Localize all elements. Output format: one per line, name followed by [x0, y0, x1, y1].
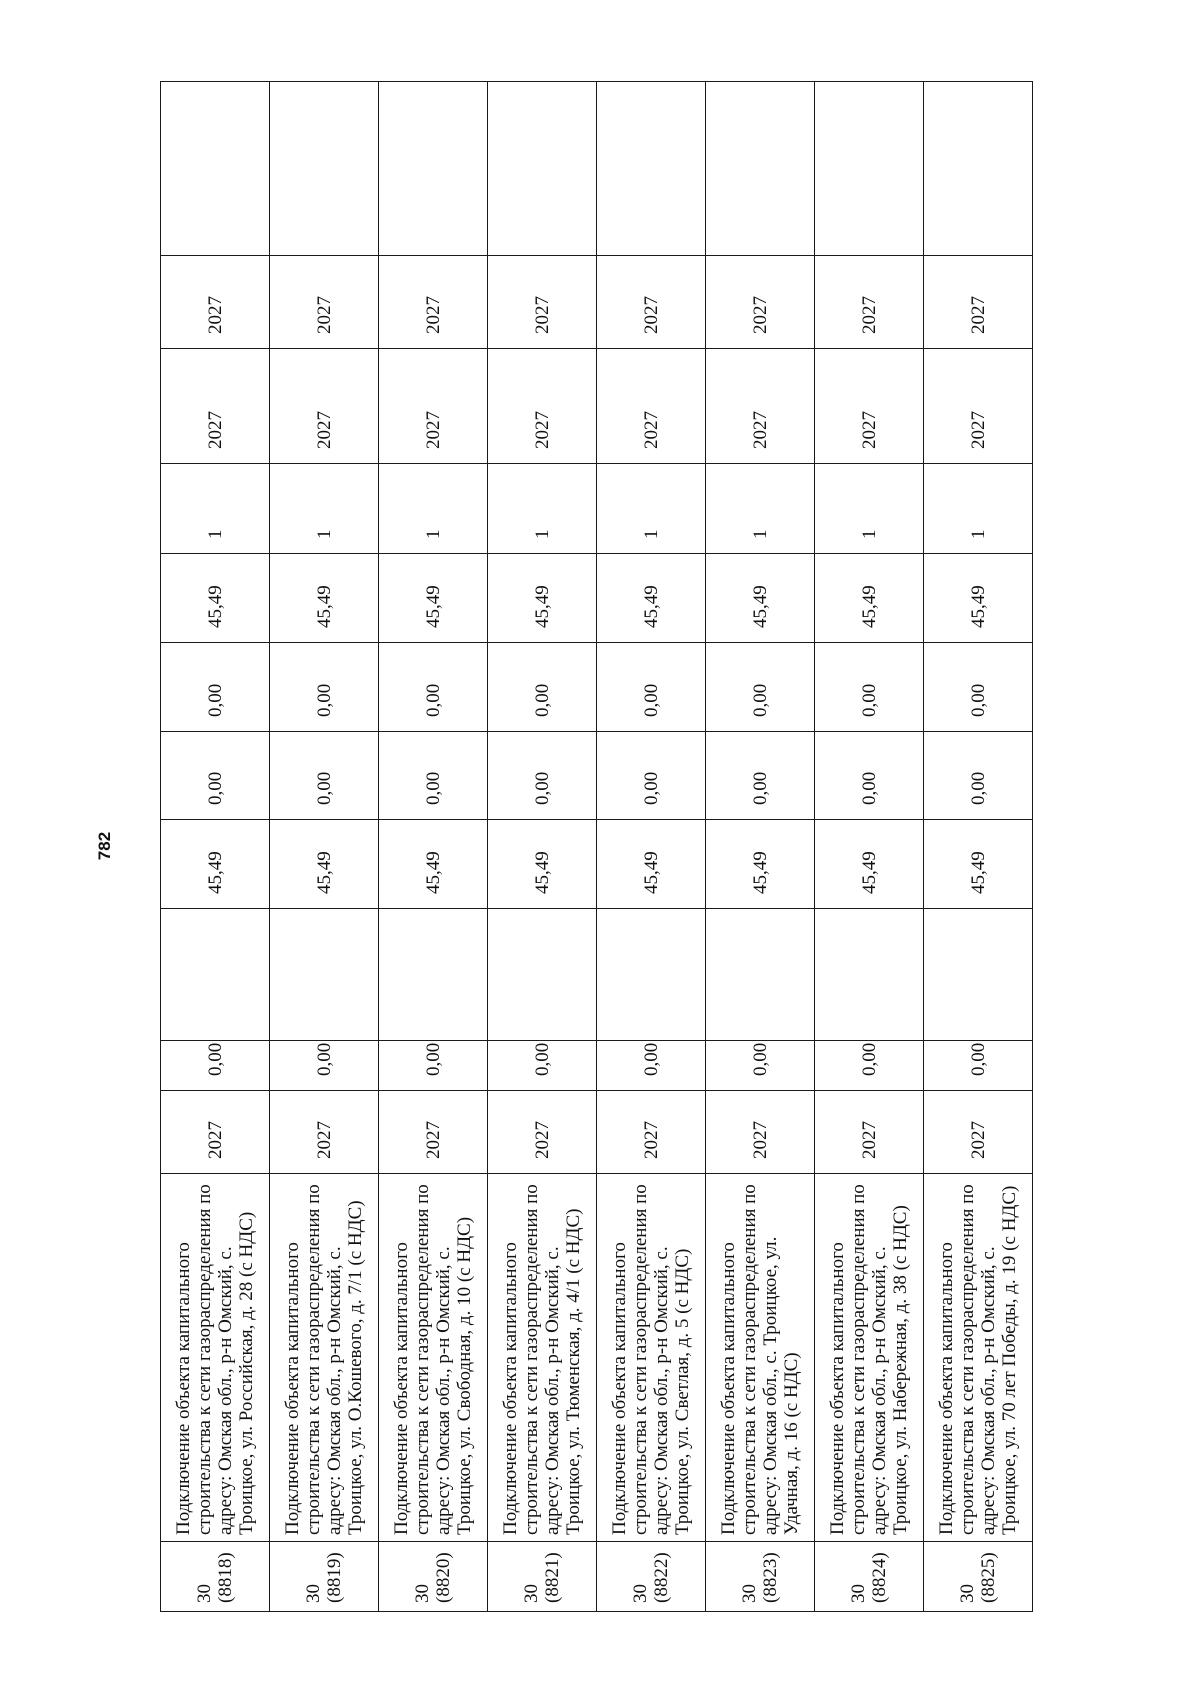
count-cell: 1 — [706, 464, 815, 554]
count-cell: 1 — [597, 464, 706, 554]
value-cell-3: 0,00 — [379, 732, 488, 820]
description-cell: Подключение объекта капитального строительства к сети газораспределения по адресу: Омская обл., с. Троицкое, ул. Удачная, д. 16 (с НДС) — [706, 1174, 815, 1542]
value-cell-2: 45,49 — [706, 820, 815, 909]
value-cell-4: 0,00 — [270, 643, 379, 732]
value-cell-1: 0,00 — [270, 1041, 379, 1091]
description-cell: Подключение объекта капитального строительства к сети газораспределения по адресу: Омская обл., р-н Омский, с. Троицкое, ул. Набережная, д. 38 (с НДС) — [815, 1174, 924, 1542]
value-cell-4: 0,00 — [706, 643, 815, 732]
count-cell: 1 — [924, 464, 1033, 554]
value-cell-3: 0,00 — [597, 732, 706, 820]
year-b-cell: 2027 — [706, 256, 815, 349]
value-cell-5: 45,49 — [270, 554, 379, 643]
description-cell: Подключение объекта капитального строительства к сети газораспределения по адресу: Омская обл., р-н Омский, с. Троицкое, ул. Российская, д. 28 (с НДС) — [161, 1174, 270, 1542]
year-start-cell: 2027 — [924, 1091, 1033, 1174]
row-number-cell: 30 (8821) — [488, 1542, 597, 1612]
year-b-cell: 2027 — [924, 256, 1033, 349]
value-cell-5: 45,49 — [924, 554, 1033, 643]
year-a-cell: 2027 — [379, 349, 488, 464]
year-a-cell: 2027 — [597, 349, 706, 464]
value-cell-4: 0,00 — [924, 643, 1033, 732]
empty-cell — [379, 82, 488, 256]
value-cell-4: 0,00 — [815, 643, 924, 732]
description-cell: Подключение объекта капитального строительства к сети газораспределения по адресу: Омская обл., р-н Омский, с. Троицкое, ул. Тюменская, д. 4/1 (с НДС) — [488, 1174, 597, 1542]
value-cell-1: 0,00 — [488, 1041, 597, 1091]
year-start-cell: 2027 — [815, 1091, 924, 1174]
value-cell-1: 0,00 — [161, 1041, 270, 1091]
year-start-cell: 2027 — [270, 1091, 379, 1174]
value-cell-2: 45,49 — [161, 820, 270, 909]
year-a-cell: 2027 — [161, 349, 270, 464]
value-cell-2: 45,49 — [379, 820, 488, 909]
empty-cell — [161, 82, 270, 256]
empty-cell — [706, 909, 815, 1041]
year-b-cell: 2027 — [270, 256, 379, 349]
description-cell: Подключение объекта капитального строительства к сети газораспределения по адресу: Омская обл., р-н Омский, с. Троицкое, ул. О.Кошевого, д. 7/1 (с НДС) — [270, 1174, 379, 1542]
row-number-cell: 30 (8822) — [597, 1542, 706, 1612]
empty-cell — [924, 909, 1033, 1041]
value-cell-2: 45,49 — [597, 820, 706, 909]
empty-cell — [270, 82, 379, 256]
count-cell: 1 — [270, 464, 379, 554]
count-cell: 1 — [488, 464, 597, 554]
table-row — [488, 82, 597, 1612]
count-cell: 1 — [161, 464, 270, 554]
table-row — [379, 82, 488, 1612]
empty-cell — [924, 82, 1033, 256]
value-cell-1: 0,00 — [379, 1041, 488, 1091]
value-cell-2: 45,49 — [270, 820, 379, 909]
year-a-cell: 2027 — [706, 349, 815, 464]
description-cell: Подключение объекта капитального строительства к сети газораспределения по адресу: Омская обл., р-н Омский, с. Троицкое, ул. Светлая, д. 5 (с НДС) — [597, 1174, 706, 1542]
value-cell-1: 0,00 — [706, 1041, 815, 1091]
row-number-cell: 30 (8820) — [379, 1542, 488, 1612]
value-cell-1: 0,00 — [924, 1041, 1033, 1091]
value-cell-3: 0,00 — [488, 732, 597, 820]
year-a-cell: 2027 — [488, 349, 597, 464]
year-b-cell: 2027 — [488, 256, 597, 349]
year-a-cell: 2027 — [270, 349, 379, 464]
value-cell-4: 0,00 — [161, 643, 270, 732]
year-b-cell: 2027 — [815, 256, 924, 349]
year-b-cell: 2027 — [161, 256, 270, 349]
table-row — [706, 82, 815, 1612]
value-cell-2: 45,49 — [815, 820, 924, 909]
empty-cell — [161, 909, 270, 1041]
year-start-cell: 2027 — [706, 1091, 815, 1174]
year-b-cell: 2027 — [379, 256, 488, 349]
year-start-cell: 2027 — [379, 1091, 488, 1174]
value-cell-4: 0,00 — [597, 643, 706, 732]
empty-cell — [270, 909, 379, 1041]
row-number-cell: 30 (8818) — [161, 1542, 270, 1612]
count-cell: 1 — [815, 464, 924, 554]
value-cell-2: 45,49 — [924, 820, 1033, 909]
table-row — [815, 82, 924, 1612]
investment-table — [160, 81, 1033, 1612]
empty-cell — [706, 82, 815, 256]
value-cell-4: 0,00 — [488, 643, 597, 732]
value-cell-3: 0,00 — [924, 732, 1033, 820]
table-row — [270, 82, 379, 1612]
table-row — [161, 82, 270, 1612]
value-cell-5: 45,49 — [706, 554, 815, 643]
value-cell-1: 0,00 — [815, 1041, 924, 1091]
value-cell-5: 45,49 — [379, 554, 488, 643]
value-cell-4: 0,00 — [379, 643, 488, 732]
value-cell-3: 0,00 — [706, 732, 815, 820]
empty-cell — [597, 82, 706, 256]
table-body — [161, 82, 1033, 1612]
page-number: 782 — [95, 831, 114, 861]
table-row — [597, 82, 706, 1612]
empty-cell — [379, 909, 488, 1041]
empty-cell — [488, 909, 597, 1041]
year-start-cell: 2027 — [597, 1091, 706, 1174]
count-cell: 1 — [379, 464, 488, 554]
year-a-cell: 2027 — [815, 349, 924, 464]
value-cell-1: 0,00 — [597, 1041, 706, 1091]
value-cell-5: 45,49 — [488, 554, 597, 643]
value-cell-2: 45,49 — [488, 820, 597, 909]
empty-cell — [488, 82, 597, 256]
row-number-cell: 30 (8823) — [706, 1542, 815, 1612]
row-number-cell: 30 (8824) — [815, 1542, 924, 1612]
year-b-cell: 2027 — [597, 256, 706, 349]
description-cell: Подключение объекта капитального строительства к сети газораспределения по адресу: Омская обл., р-н Омский, с. Троицкое, ул. 70 лет Победы, д. 19 (с НДС) — [924, 1174, 1033, 1542]
empty-cell — [815, 82, 924, 256]
row-number-cell: 30 (8819) — [270, 1542, 379, 1612]
description-cell: Подключение объекта капитального строительства к сети газораспределения по адресу: Омская обл., р-н Омский, с. Троицкое, ул. Свободная, д. 10 (с НДС) — [379, 1174, 488, 1542]
value-cell-5: 45,49 — [597, 554, 706, 643]
rotated-table-container — [160, 82, 1060, 1612]
year-start-cell: 2027 — [161, 1091, 270, 1174]
year-a-cell: 2027 — [924, 349, 1033, 464]
value-cell-3: 0,00 — [815, 732, 924, 820]
empty-cell — [597, 909, 706, 1041]
row-number-cell: 30 (8825) — [924, 1542, 1033, 1612]
table-row — [924, 82, 1033, 1612]
year-start-cell: 2027 — [488, 1091, 597, 1174]
value-cell-3: 0,00 — [161, 732, 270, 820]
value-cell-3: 0,00 — [270, 732, 379, 820]
empty-cell — [815, 909, 924, 1041]
value-cell-5: 45,49 — [815, 554, 924, 643]
value-cell-5: 45,49 — [161, 554, 270, 643]
